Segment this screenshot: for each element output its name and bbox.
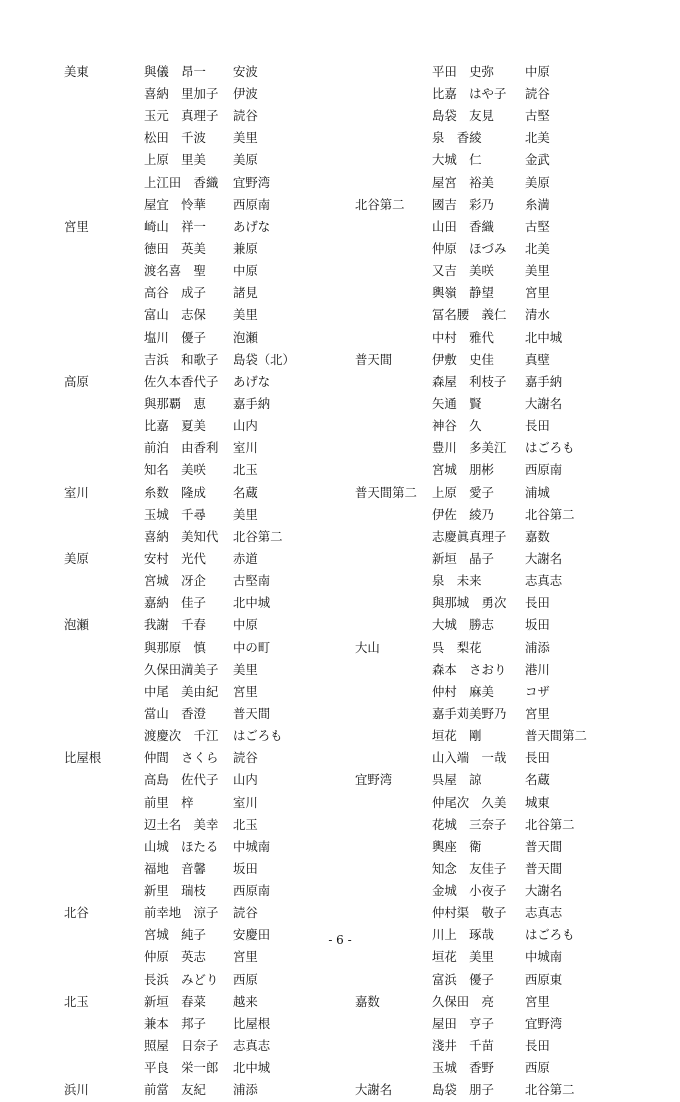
- origin-school: 読谷: [233, 905, 258, 921]
- person-name: 徳田 英美: [144, 240, 206, 256]
- list-row: [355, 238, 655, 260]
- person-name: 長浜 みどり: [144, 971, 219, 987]
- list-row: [355, 1057, 655, 1079]
- origin-school: 浦添: [525, 639, 550, 655]
- person-name: 中尾 美由紀: [144, 683, 219, 699]
- origin-school: 読谷: [525, 86, 550, 101]
- list-row: [355, 349, 655, 371]
- person-name: 冨名腰 義仁: [432, 307, 507, 323]
- list-row: [355, 305, 655, 327]
- person-name: 富浜 優子: [432, 971, 494, 987]
- origin-school: 浦城: [525, 484, 550, 500]
- school-name: 宜野湾: [355, 772, 393, 788]
- person-name: 喜納 里加子: [144, 86, 219, 101]
- list-row: [355, 814, 655, 836]
- origin-school: 古堅: [525, 108, 550, 124]
- list-row: [64, 437, 334, 459]
- person-name: 泉 香綾: [432, 130, 482, 146]
- person-name: 川上 琢哉: [432, 927, 494, 943]
- person-name: 我謝 千春: [144, 617, 206, 633]
- origin-school: 山内: [233, 772, 258, 788]
- person-name: 仲村渠 敬子: [432, 905, 507, 921]
- list-row: [355, 681, 655, 703]
- origin-school: 北谷第二: [525, 1082, 575, 1098]
- origin-school: 名蔵: [525, 772, 550, 788]
- person-name: 花城 三奈子: [432, 816, 507, 832]
- list-row: [355, 615, 655, 637]
- person-name: 仲村 麻美: [432, 683, 494, 699]
- person-name: 佐久本香代子: [144, 373, 219, 389]
- list-row: [355, 150, 655, 172]
- list-row: [64, 858, 334, 880]
- person-name: 淺井 千苗: [432, 1038, 494, 1054]
- origin-school: 北中城: [233, 1060, 271, 1076]
- origin-school: 美里: [233, 130, 258, 146]
- person-name: 玉元 真理子: [144, 108, 219, 124]
- person-name: 新垣 春菜: [144, 993, 206, 1009]
- list-row: [64, 1057, 334, 1079]
- list-row: [355, 1013, 655, 1035]
- list-row: [64, 747, 334, 769]
- list-row: [64, 836, 334, 858]
- origin-school: 中原: [233, 263, 258, 279]
- origin-school: 北美: [525, 130, 550, 146]
- person-name: 喜納 美知代: [144, 528, 219, 544]
- list-row: [64, 792, 334, 814]
- origin-school: 美里: [233, 661, 258, 677]
- origin-school: 西原南: [233, 883, 271, 899]
- origin-school: あげな: [233, 373, 271, 389]
- person-name: 知名 美咲: [144, 462, 206, 478]
- list-row: [355, 637, 655, 659]
- origin-school: 比屋根: [233, 1015, 271, 1031]
- origin-school: 室川: [233, 440, 258, 456]
- origin-school: 兼原: [233, 240, 258, 256]
- list-row: [64, 659, 334, 681]
- origin-school: 坂田: [525, 617, 550, 633]
- list-row: [64, 902, 334, 924]
- origin-school: 大謝名: [525, 883, 563, 899]
- person-name: 又吉 美咲: [432, 263, 494, 279]
- person-name: 嘉手苅美野乃: [432, 705, 507, 721]
- person-name: 比嘉 夏美: [144, 418, 206, 434]
- origin-school: 伊波: [233, 86, 258, 101]
- list-row: [64, 216, 334, 238]
- person-name: 島袋 友見: [432, 108, 494, 124]
- list-row: [355, 969, 655, 991]
- person-name: 比嘉 はや子: [432, 86, 507, 101]
- person-name: 前當 友紀: [144, 1082, 206, 1098]
- school-name: 普天間第二: [355, 484, 417, 500]
- origin-school: 中城南: [525, 949, 563, 965]
- person-name: 與那城 勇次: [432, 595, 507, 611]
- origin-school: 西原南: [525, 462, 563, 478]
- person-name: 前幸地 涼子: [144, 905, 219, 921]
- list-row: [64, 637, 334, 659]
- origin-school: 北谷第二: [525, 506, 575, 522]
- origin-school: コザ: [525, 683, 550, 699]
- list-row: [355, 880, 655, 902]
- origin-school: 名蔵: [233, 484, 258, 500]
- list-row: [355, 83, 655, 105]
- list-row: [64, 1079, 334, 1101]
- list-row: [355, 902, 655, 924]
- origin-school: 美里: [233, 506, 258, 522]
- person-name: 宮城 純子: [144, 927, 206, 943]
- person-name: 富山 志保: [144, 307, 206, 323]
- person-name: 上原 里美: [144, 152, 206, 168]
- list-row: [355, 592, 655, 614]
- list-row: [64, 460, 334, 482]
- origin-school: 中原: [233, 617, 258, 633]
- list-row: [355, 991, 655, 1013]
- origin-school: 安慶田: [233, 927, 271, 943]
- list-row: [64, 548, 334, 570]
- origin-school: 大謝名: [525, 550, 563, 566]
- list-row: [64, 482, 334, 504]
- list-row: [64, 969, 334, 991]
- list-row: [355, 526, 655, 548]
- list-row: [64, 238, 334, 260]
- list-row: [355, 1079, 655, 1101]
- list-row: [64, 1013, 334, 1035]
- list-row: [64, 592, 334, 614]
- person-name: 渡慶次 千江: [144, 728, 219, 744]
- person-name: 前里 梓: [144, 794, 194, 810]
- school-name: 泡瀬: [64, 617, 89, 633]
- list-row: [64, 615, 334, 637]
- list-row: [64, 327, 334, 349]
- list-row: [355, 770, 655, 792]
- origin-school: 宮里: [525, 705, 550, 721]
- origin-school: 西原: [233, 971, 258, 987]
- list-row: [355, 548, 655, 570]
- person-name: 山入端 一哉: [432, 750, 507, 766]
- person-name: 糸数 隆成: [144, 484, 206, 500]
- list-row: [64, 150, 334, 172]
- origin-school: 赤道: [233, 550, 258, 566]
- origin-school: 北谷第二: [525, 816, 575, 832]
- person-name: 森本 さおり: [432, 661, 507, 677]
- list-row: [64, 260, 334, 282]
- origin-school: はごろも: [525, 927, 575, 943]
- person-name: 新垣 晶子: [432, 550, 494, 566]
- origin-school: 糸満: [525, 196, 550, 212]
- list-row: [355, 460, 655, 482]
- list-row: [355, 260, 655, 282]
- list-row: [355, 659, 655, 681]
- person-name: 崎山 祥一: [144, 218, 206, 234]
- school-name: 比屋根: [64, 750, 102, 766]
- person-name: 仲尾次 久美: [432, 794, 507, 810]
- person-name: 照屋 日奈子: [144, 1038, 219, 1054]
- origin-school: 泡瀬: [233, 329, 258, 345]
- person-name: 屋宜 怜華: [144, 196, 206, 212]
- list-row: [64, 725, 334, 747]
- school-name: 普天間: [355, 351, 393, 367]
- person-name: 呉屋 諒: [432, 772, 482, 788]
- person-name: 伊敷 史佳: [432, 351, 494, 367]
- origin-school: 北中城: [233, 595, 271, 611]
- person-name: 平良 栄一郎: [144, 1060, 219, 1076]
- person-name: 豊川 多美江: [432, 440, 507, 456]
- person-name: 伊佐 綾乃: [432, 506, 494, 522]
- person-name: 神谷 久: [432, 418, 482, 434]
- origin-school: 西原: [525, 1060, 550, 1076]
- person-name: 平田 史弥: [432, 63, 494, 79]
- origin-school: 中の町: [233, 639, 271, 655]
- person-name: 志慶眞真理子: [432, 528, 507, 544]
- person-name: 山田 香織: [432, 218, 494, 234]
- list-row: [355, 282, 655, 304]
- origin-school: 古堅南: [233, 573, 271, 589]
- school-name: 北玉: [64, 993, 89, 1009]
- list-row: [355, 393, 655, 415]
- list-row: [64, 526, 334, 548]
- origin-school: 島袋（北）: [233, 351, 295, 367]
- list-row: [64, 393, 334, 415]
- list-row: [64, 814, 334, 836]
- person-name: 與儀 昂一: [144, 63, 206, 79]
- origin-school: 古堅: [525, 218, 550, 234]
- person-name: 大城 仁: [432, 152, 482, 168]
- person-name: 辺土名 美幸: [144, 816, 219, 832]
- origin-school: 普天間第二: [525, 728, 587, 744]
- origin-school: 美里: [525, 263, 550, 279]
- person-name: 新里 瑞枝: [144, 883, 206, 899]
- list-row: [64, 194, 334, 216]
- list-row: [355, 216, 655, 238]
- list-row: [355, 172, 655, 194]
- list-row: [64, 947, 334, 969]
- school-name: 大謝名: [355, 1082, 393, 1098]
- origin-school: 浦添: [233, 1082, 258, 1098]
- person-name: 與那覇 恵: [144, 395, 206, 411]
- list-row: [355, 194, 655, 216]
- origin-school: 宮里: [525, 993, 550, 1009]
- origin-school: 中城南: [233, 838, 271, 854]
- list-row: [355, 703, 655, 725]
- school-name: 宮里: [64, 218, 89, 234]
- person-name: 久保田満美子: [144, 661, 219, 677]
- list-row: [64, 880, 334, 902]
- list-row: [64, 105, 334, 127]
- list-row: [64, 415, 334, 437]
- list-row: [355, 61, 655, 83]
- list-row: [64, 305, 334, 327]
- school-name: 高原: [64, 373, 89, 389]
- origin-school: 嘉数: [525, 528, 550, 544]
- origin-school: 越来: [233, 993, 258, 1009]
- person-name: 松田 千波: [144, 130, 206, 146]
- origin-school: 西原南: [233, 196, 271, 212]
- person-name: 呉 梨花: [432, 639, 482, 655]
- person-name: 島袋 朋子: [432, 1082, 494, 1098]
- list-row: [355, 127, 655, 149]
- origin-school: 北玉: [233, 462, 258, 478]
- origin-school: あげな: [233, 218, 271, 234]
- list-row: [355, 747, 655, 769]
- person-name: 垣花 美里: [432, 949, 494, 965]
- person-name: 仲原 ほづみ: [432, 240, 507, 256]
- list-row: [355, 792, 655, 814]
- school-name: 美原: [64, 550, 89, 566]
- person-name: 上江田 香織: [144, 174, 219, 190]
- list-row: [64, 770, 334, 792]
- person-name: 輿座 衛: [432, 838, 482, 854]
- list-row: [355, 327, 655, 349]
- school-name: 北谷第二: [355, 196, 405, 212]
- origin-school: 城東: [525, 794, 550, 810]
- origin-school: 西原東: [525, 971, 563, 987]
- list-row: [64, 681, 334, 703]
- person-name: 泉 未来: [432, 573, 482, 589]
- person-name: 兼本 邦子: [144, 1015, 206, 1031]
- origin-school: 室川: [233, 794, 258, 810]
- person-name: 玉城 千尋: [144, 506, 206, 522]
- origin-school: 志真志: [233, 1038, 271, 1054]
- list-row: [355, 371, 655, 393]
- origin-school: 宮里: [233, 683, 258, 699]
- origin-school: 港川: [525, 661, 550, 677]
- origin-school: 長田: [525, 418, 550, 434]
- origin-school: 嘉手納: [525, 373, 563, 389]
- origin-school: 山内: [233, 418, 258, 434]
- person-name: 屋宮 裕美: [432, 174, 494, 190]
- list-row: [355, 725, 655, 747]
- list-row: [355, 570, 655, 592]
- list-row: [64, 83, 334, 105]
- person-name: 渡名喜 聖: [144, 263, 206, 279]
- origin-school: 志真志: [525, 905, 563, 921]
- origin-school: 普天間: [233, 705, 271, 721]
- list-row: [64, 991, 334, 1013]
- list-row: [64, 504, 334, 526]
- person-name: 玉城 香野: [432, 1060, 494, 1076]
- person-name: 高島 佐代子: [144, 772, 219, 788]
- person-name: 前泊 由香利: [144, 440, 219, 456]
- origin-school: 読谷: [233, 108, 258, 124]
- origin-school: 安波: [233, 63, 258, 79]
- origin-school: 北玉: [233, 816, 258, 832]
- person-name: 國吉 彩乃: [432, 196, 494, 212]
- person-name: 中村 雅代: [432, 329, 494, 345]
- origin-school: 長田: [525, 750, 550, 766]
- person-name: 仲間 さくら: [144, 750, 219, 766]
- person-name: 矢通 賢: [432, 395, 482, 411]
- school-name: 大山: [355, 639, 380, 655]
- list-row: [355, 437, 655, 459]
- origin-school: 坂田: [233, 860, 258, 876]
- origin-school: 金武: [525, 152, 550, 168]
- origin-school: 読谷: [233, 750, 258, 766]
- person-name: 塩川 優子: [144, 329, 206, 345]
- school-name: 北谷: [64, 905, 89, 921]
- origin-school: はごろも: [233, 728, 283, 744]
- person-name: 輿嶺 静望: [432, 285, 494, 301]
- list-row: [355, 1035, 655, 1057]
- list-row: [355, 858, 655, 880]
- person-name: 大城 勝志: [432, 617, 494, 633]
- list-row: [64, 127, 334, 149]
- origin-school: 宜野湾: [233, 174, 271, 190]
- person-name: 安村 光代: [144, 550, 206, 566]
- list-row: [355, 947, 655, 969]
- origin-school: 嘉手納: [233, 395, 271, 411]
- list-row: [355, 105, 655, 127]
- person-name: 高谷 成子: [144, 285, 206, 301]
- origin-school: 普天間: [525, 838, 563, 854]
- person-name: 仲原 英志: [144, 949, 206, 965]
- list-row: [355, 482, 655, 504]
- school-name: 嘉数: [355, 993, 380, 1009]
- list-row: [64, 1035, 334, 1057]
- person-name: 森屋 利枝子: [432, 373, 507, 389]
- list-row: [355, 415, 655, 437]
- origin-school: 北谷第二: [233, 528, 283, 544]
- origin-school: 長田: [525, 1038, 550, 1054]
- person-name: 山城 ほたる: [144, 838, 219, 854]
- person-name: 吉浜 和歌子: [144, 351, 219, 367]
- origin-school: 清水: [525, 307, 550, 323]
- person-name: 知念 友佳子: [432, 860, 507, 876]
- person-name: 宮城 朋彬: [432, 462, 494, 478]
- origin-school: 北美: [525, 240, 550, 256]
- origin-school: 宮里: [525, 285, 550, 301]
- origin-school: 長田: [525, 595, 550, 611]
- person-name: 金城 小夜子: [432, 883, 507, 899]
- person-name: 當山 香澄: [144, 705, 206, 721]
- list-row: [64, 172, 334, 194]
- school-name: 浜川: [64, 1082, 89, 1098]
- origin-school: 大謝名: [525, 395, 563, 411]
- person-name: 與那原 慎: [144, 639, 206, 655]
- list-row: [64, 349, 334, 371]
- origin-school: 普天間: [525, 860, 563, 876]
- list-row: [355, 836, 655, 858]
- school-name: 室川: [64, 484, 89, 500]
- list-row: [64, 703, 334, 725]
- list-row: [64, 371, 334, 393]
- person-name: 垣花 剛: [432, 728, 482, 744]
- person-name: 屋田 亨子: [432, 1015, 494, 1031]
- school-name: 美東: [64, 63, 89, 79]
- origin-school: 中原: [525, 63, 550, 79]
- list-row: [64, 570, 334, 592]
- origin-school: 北中城: [525, 329, 563, 345]
- origin-school: 宜野湾: [525, 1015, 563, 1031]
- list-row: [64, 61, 334, 83]
- origin-school: 志真志: [525, 573, 563, 589]
- origin-school: 美原: [233, 152, 258, 168]
- person-name: 宮城 冴企: [144, 573, 206, 589]
- origin-school: 真壁: [525, 351, 550, 367]
- person-name: 上原 愛子: [432, 484, 494, 500]
- origin-school: 美原: [525, 174, 550, 190]
- list-row: [64, 282, 334, 304]
- person-name: 久保田 亮: [432, 993, 494, 1009]
- person-name: 福地 音馨: [144, 860, 206, 876]
- origin-school: 美里: [233, 307, 258, 323]
- origin-school: 諸見: [233, 285, 258, 301]
- page-number: - 6 -: [328, 933, 352, 947]
- origin-school: はごろも: [525, 440, 575, 456]
- list-row: [355, 504, 655, 526]
- person-name: 嘉納 佳子: [144, 595, 206, 611]
- origin-school: 宮里: [233, 949, 258, 965]
